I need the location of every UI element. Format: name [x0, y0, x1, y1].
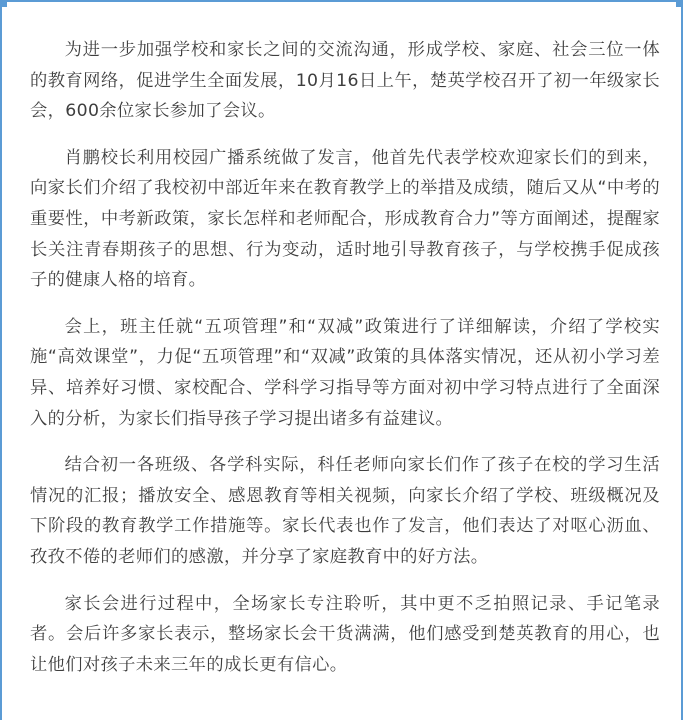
paragraph-policy-interpretation: 会上，班主任就“五项管理”和“双减”政策进行了详细解读，介绍了学校实施“高效课堂”，力促“五项管理”和“双减”政策的具体落实情况，还从初小学习差异、培养好习惯、家校配合、学科学习指导等方面对初中学习特点进行了全面深入的分析，为家长们指导孩子学习提出诸多有益建议。: [30, 316, 660, 429]
paragraph-principal-speech: 肖鹏校长利用校园广播系统做了发言，他首先代表学校欢迎家长们的到来，向家长们介绍了我校初中部近年来在教育教学上的举措及成绩，随后又从“中考的重要性，中考新政策，家长怎样和老师配合，形成教育合力”等方面阐述，提醒家长关注青春期孩子的思想、行为变动，适时地引导教育孩子，与学校携手促成孩子的健康人格的培育。: [30, 147, 660, 291]
paragraph-teacher-report: 结合初一各班级、各学科实际，科任老师向家长们作了孩子在校的学习生活情况的汇报；播放安全、感恩教育等相关视频，向家长介绍了学校、班级概况及下阶段的教育教学工作措施等。家长代表也作了发言，他们表达了对呕心沥血、孜孜不倦的老师们的感激，并分享了家庭教育中的好方法。: [30, 455, 660, 567]
corner-ornament-right: [676, 0, 683, 7]
paragraph-intro: 为进一步加强学校和家长之间的交流沟通，形成学校、家庭、社会三位一体的教育网络，促进学生全面发展，10月16日上午，楚英学校召开了初一年级家长会，600余位家长参加了会议。: [30, 40, 660, 122]
corner-ornament-left: [0, 0, 7, 7]
article-body: [30, 35, 660, 696]
paragraph-conclusion: 家长会进行过程中，全场家长专注聆听，其中更不乏拍照记录、手记笔录者。会后许多家长表示，整场家长会干货满满，他们感受到楚英教育的用心，也让他们对孩子未来三年的成长更有信心。: [30, 593, 660, 675]
